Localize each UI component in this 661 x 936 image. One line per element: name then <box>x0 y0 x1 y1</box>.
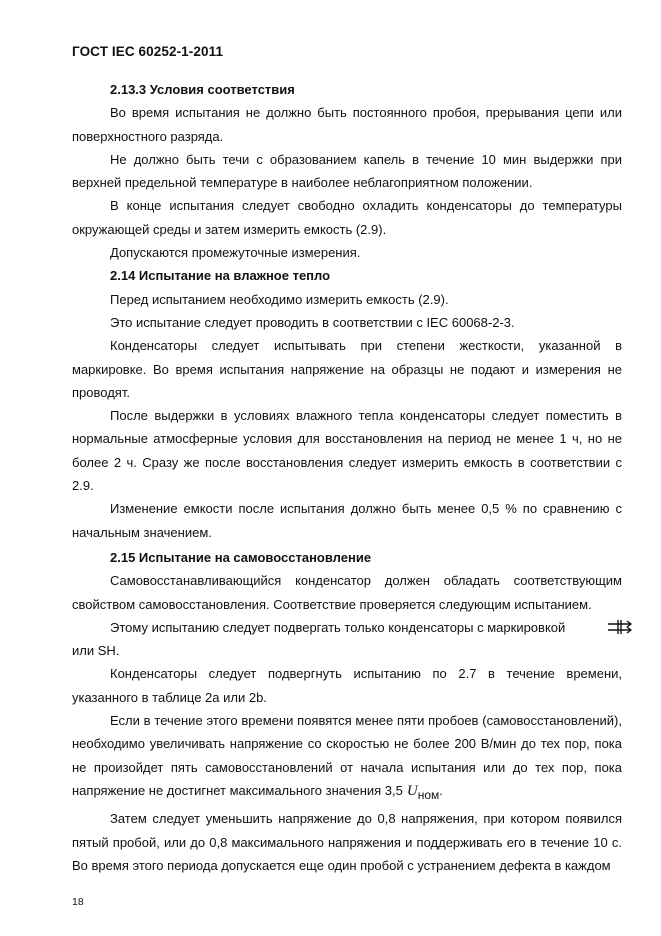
document-header: ГОСТ IEC 60252-1-2011 <box>72 44 224 59</box>
page-body <box>72 78 622 877</box>
voltage-symbol-u: U <box>406 782 418 799</box>
paragraph: Конденсаторы следует подвергнуть испытанию по 2.7 в течение времени, указанного в таблице 2а или 2b. <box>72 666 622 705</box>
paragraph: В конце испытания следует свободно охладить конденсаторы до температуры окружающей среды и затем измерить емкость (2.9). <box>72 198 622 237</box>
paragraph: Конденсаторы следует испытывать при степени жесткости, указанной в маркировке. Во время испытания напряжение на образцы не подают и измерения не проводят. <box>72 338 622 400</box>
voltage-end: . <box>439 782 443 798</box>
paragraph: Затем следует уменьшить напряжение до 0,8 напряжения, при котором появился пятый пробой, или до 0,8 максимального напряжения и поддерживать его в течение 10 с. Во время этого периода допускается еще один пробой с устранением дефекта в каждом <box>72 811 622 873</box>
page-number: 18 <box>72 896 84 908</box>
paragraph: Допускаются промежуточные измерения. <box>110 245 361 261</box>
heading-2-13-3: 2.13.3 Условия соответствия <box>110 82 295 97</box>
marking-text: Этому испытанию следует подвергать только конденсаторы с маркировкой <box>110 619 566 635</box>
self-healing-capacitor-icon <box>569 619 595 635</box>
marking-text-end: или SH. <box>72 643 120 659</box>
heading-2-14: 2.14 Испытание на влажное тепло <box>110 268 331 284</box>
paragraph-marking <box>72 616 622 663</box>
paragraph: Самовосстанавливающийся конденсатор должен обладать соответствующим свойством самовосстановления. Соответствие проверяется следующим испытанием. <box>72 573 622 612</box>
paragraph: Изменение емкости после испытания должно быть менее 0,5 % по сравнению с начальным значением. <box>72 501 622 540</box>
paragraph-voltage <box>72 709 622 807</box>
paragraph: После выдержки в условиях влажного тепла конденсаторы следует поместить в нормальные атмосферные условия для восстановления на период не менее 1 ч, но не более 2 ч. Сразу же после восстановления следует измерить емкость в соответствии с 2.9. <box>72 408 622 494</box>
heading-2-15: 2.15 Испытание на самовосстановление <box>110 549 372 565</box>
paragraph: Это испытание следует проводить в соответствии с IEC 60068-2-3. <box>110 314 515 330</box>
paragraph: Во время испытания не должно быть постоянного пробоя, прерывания цепи или поверхностного разряда. <box>72 105 622 144</box>
voltage-subscript: ном <box>417 787 440 802</box>
paragraph: Не должно быть течи с образованием капель в течение 10 мин выдержки при верхней предельной температуре в наиболее неблагоприятном положении. <box>72 151 622 191</box>
paragraph: Перед испытанием необходимо измерить емкость (2.9). <box>110 291 449 307</box>
voltage-text: Если в течение этого времени появятся менее пяти пробоев (самовосстановлений), необходимо увеличивать напряжение со скоростью не более 200 В/мин до тех пор, пока не произойдет пять самовосстановлений от начала испытания или до тех пор, пока напряжение не достигнет максимального значения 3,5 <box>72 713 622 798</box>
